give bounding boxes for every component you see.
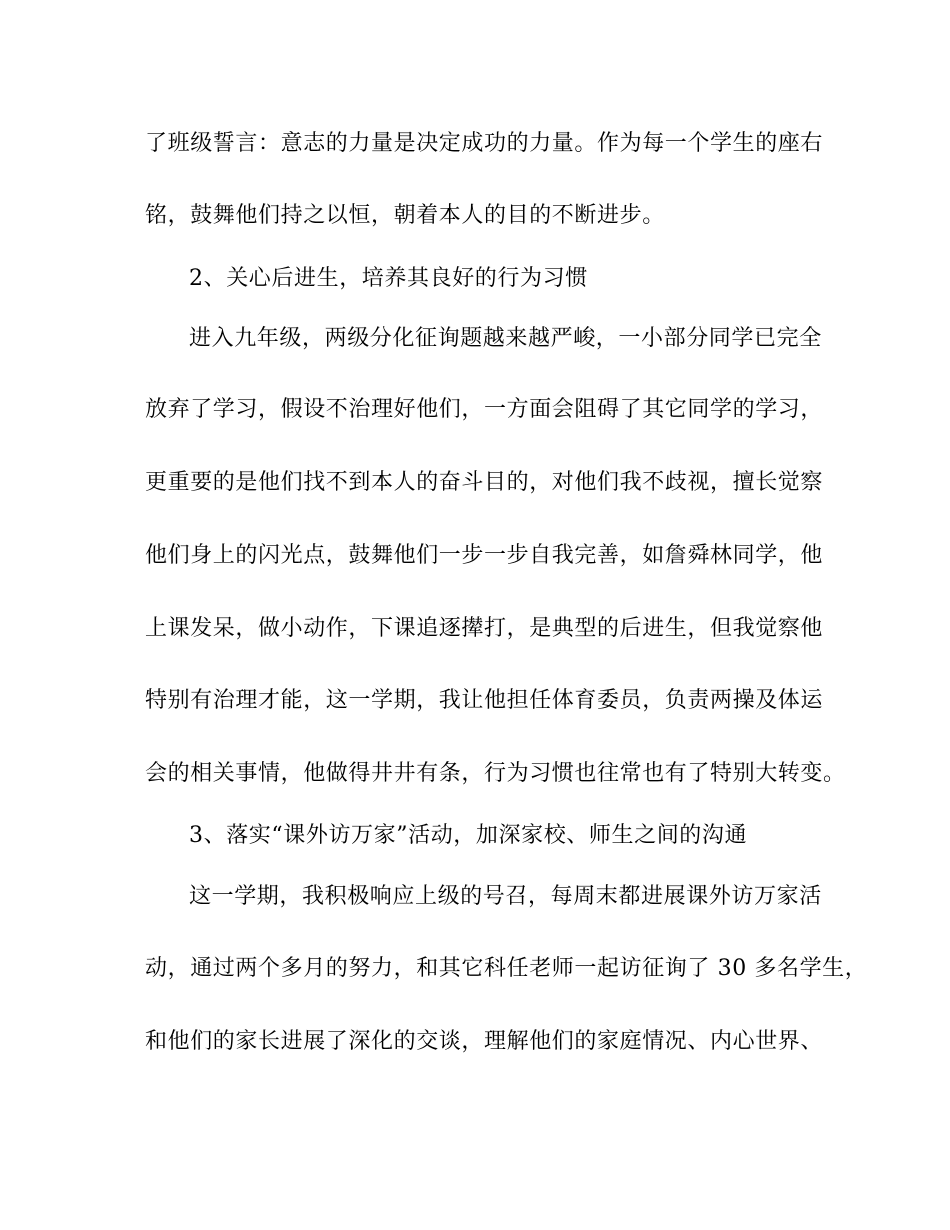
paragraph-line-6: 他们身上的闪光点，鼓舞他们一步一步自我完善，如詹舜林同学，他 bbox=[145, 543, 824, 568]
paragraph-line-3: 进入九年级，两级分化征询题越来越严峻，一小部分同学已完全 bbox=[189, 326, 822, 351]
paragraph-line-7: 上课发呆，做小动作，下课追逐撵打，是典型的后进生，但我觉察他 bbox=[145, 616, 824, 641]
section-heading-3: 3、落实“课外访万家”活动，加深家校、师生之间的沟通 bbox=[189, 823, 748, 848]
paragraph-line-8: 特别有治理才能，这一学期，我让他担任体育委员，负责两操及体运 bbox=[145, 688, 824, 713]
paragraph-line-11: 动，通过两个多月的努力，和其它科任老师一起访征询了 30 多名学生， bbox=[145, 956, 868, 981]
section-heading-2: 2、关心后进生，培养其良好的行为习惯 bbox=[189, 266, 588, 291]
paragraph-line-1: 了班级誓言：意志的力量是决定成功的力量。作为每一个学生的座右 bbox=[145, 131, 824, 156]
paragraph-line-2: 铭，鼓舞他们持之以恒，朝着本人的目的不断进步。 bbox=[145, 203, 665, 228]
paragraph-line-12: 和他们的家长进展了深化的交谈，理解他们的家庭情况、内心世界、 bbox=[145, 1029, 824, 1054]
paragraph-line-4: 放弃了学习，假设不治理好他们，一方面会阻碍了其它同学的学习， bbox=[145, 397, 824, 422]
paragraph-line-5: 更重要的是他们找不到本人的奋斗目的，对他们我不歧视，擅长觉察 bbox=[145, 470, 824, 495]
paragraph-line-9: 会的相关事情，他做得井井有条，行为习惯也往常也有了特别大转变。 bbox=[145, 761, 846, 786]
paragraph-line-10: 这一学期，我积极响应上级的号召，每周末都进展课外访万家活 bbox=[189, 884, 822, 909]
